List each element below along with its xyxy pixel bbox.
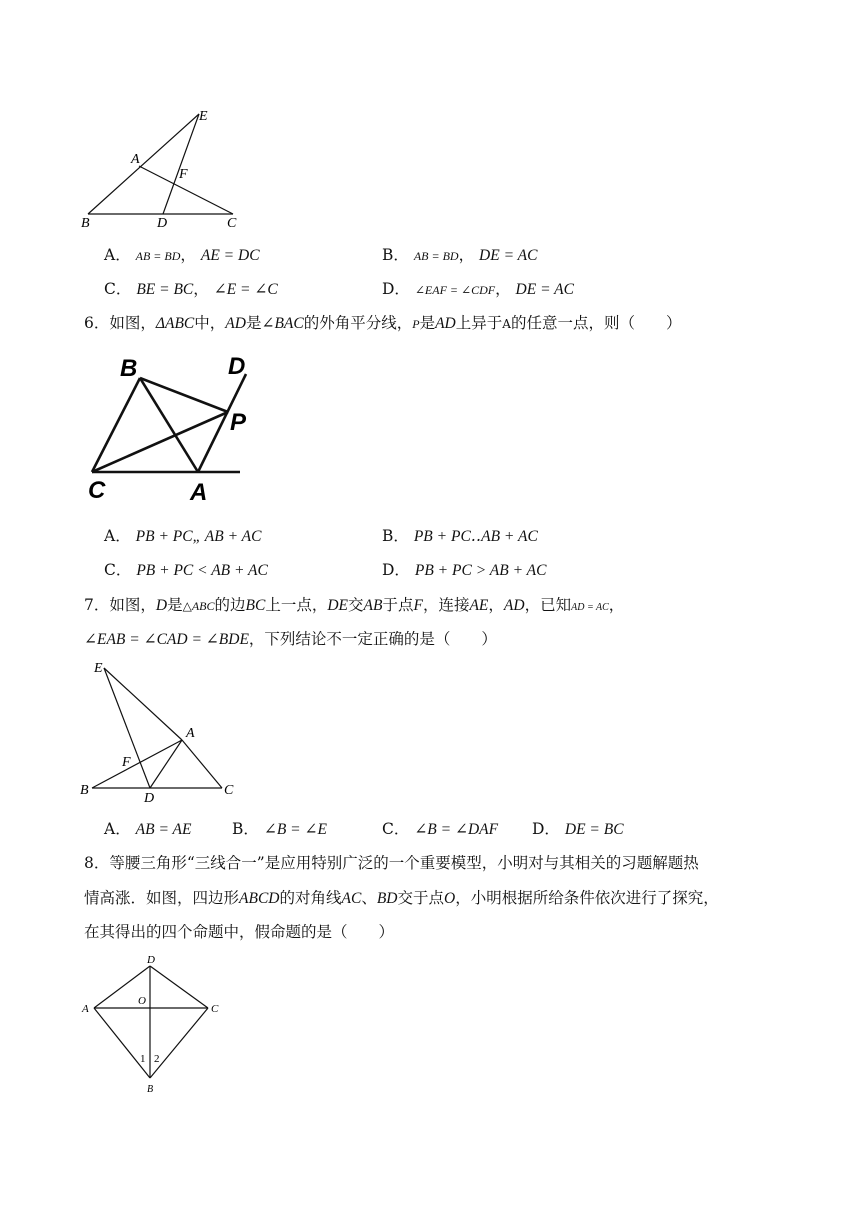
q8-stem-line3: 在其得出的四个命题中，假命题的是（ ） (84, 923, 395, 941)
figure-q5 (75, 100, 255, 235)
option-expr: PB + PC > AB + AC (414, 562, 547, 579)
option-letter: B． (382, 527, 409, 545)
label-E: E (94, 661, 103, 676)
q8-stem-line2: 情高涨．如图，四边形ABCD的对角线AC、BD交于点O，小明根据所给条件依次进行了探究， (84, 889, 719, 907)
q5-option-b[interactable] (382, 244, 537, 267)
q6-option-a[interactable] (104, 525, 261, 548)
q7-option-a[interactable] (104, 818, 191, 841)
q6-stem: 6．如图，ΔABC中，AD是∠BAC的外角平分线，P是AD上异于A的任意一点，则（ ） (84, 314, 682, 332)
label-A: A (82, 1003, 89, 1015)
label-E: E (199, 109, 208, 124)
label-angle-2: 2 (154, 1053, 160, 1065)
option-expr-2: DE = AC (479, 247, 538, 264)
option-expr-2: DE = AC (515, 281, 574, 298)
q7-stem-line2: ∠EAB = ∠CAD = ∠BDE，下列结论不一定正确的是（ ） (84, 630, 497, 648)
label-B: B (81, 216, 90, 231)
option-expr-1: BE = BC (136, 281, 194, 298)
q6-option-c[interactable] (104, 559, 268, 582)
option-letter: B． (232, 820, 259, 838)
option-expr-1: AB = BD (413, 249, 459, 263)
q5-option-a[interactable] (104, 244, 260, 267)
option-sep: ， (193, 280, 209, 298)
label-C: C (227, 216, 237, 231)
option-expr: PB + PC < AB + AC (136, 562, 268, 579)
option-letter: D． (382, 561, 410, 579)
label-F: F (179, 167, 188, 182)
option-expr: PB + PC‥AB + AC (413, 528, 538, 545)
option-expr-1: AB = BD (135, 249, 181, 263)
label-D: D (147, 954, 155, 966)
label-D: D (144, 791, 155, 806)
q6-option-d[interactable] (382, 559, 546, 582)
option-sep: ， (495, 280, 511, 298)
label-B: B (147, 1084, 154, 1095)
label-angle-1: 1 (140, 1053, 146, 1065)
q6-option-b[interactable] (382, 525, 538, 548)
option-letter: A． (104, 246, 131, 264)
option-expr: AB = AE (135, 821, 192, 838)
option-letter: C． (104, 561, 132, 579)
q7-stem-line1: 7．如图，D是△ABC的边BC上一点，DE交AB于点F，连接AE，AD，已知AD = AC， (84, 596, 625, 614)
option-expr: PB + PC„ AB + AC (135, 528, 262, 545)
label-A: A (131, 152, 140, 167)
option-expr: DE = BC (564, 821, 624, 838)
option-sep: ， (180, 246, 196, 264)
option-letter: D． (382, 280, 410, 298)
label-F: F (122, 755, 131, 770)
label-P: P (230, 409, 247, 436)
option-letter: A． (104, 527, 131, 545)
label-D: D (157, 216, 168, 231)
label-B: B (120, 355, 138, 382)
option-letter: B． (382, 246, 409, 264)
figure-q6 (80, 346, 260, 504)
option-expr-2: ∠E = ∠C (213, 281, 278, 298)
label-B: B (80, 783, 89, 798)
q7-option-c[interactable] (382, 818, 498, 841)
label-D: D (228, 353, 246, 380)
q7-option-d[interactable] (532, 818, 624, 841)
option-expr-2: AE = DC (200, 247, 260, 264)
option-letter: A． (104, 820, 131, 838)
figure-q8 (76, 950, 236, 1100)
q5-option-c[interactable] (104, 278, 278, 301)
q8-stem-line1: 8．等腰三角形“三线合一”是应用特别广泛的一个重要模型，小明对与其相关的习题解题热 (84, 854, 699, 872)
label-A: A (186, 726, 195, 741)
option-letter: C． (382, 820, 410, 838)
figure-q7 (76, 656, 246, 806)
label-C: C (224, 783, 234, 798)
label-O: O (138, 995, 146, 1007)
label-A: A (190, 479, 208, 504)
option-sep: ， (458, 246, 475, 264)
label-C: C (88, 477, 106, 504)
option-expr: ∠B = ∠DAF (414, 821, 499, 838)
option-letter: C． (104, 280, 132, 298)
q7-option-b[interactable] (232, 818, 327, 841)
label-C: C (211, 1003, 219, 1015)
option-expr: ∠B = ∠E (263, 821, 327, 838)
option-letter: D． (532, 820, 560, 838)
q5-option-d[interactable] (382, 278, 574, 301)
option-expr-1: ∠EAF = ∠CDF (414, 283, 496, 297)
